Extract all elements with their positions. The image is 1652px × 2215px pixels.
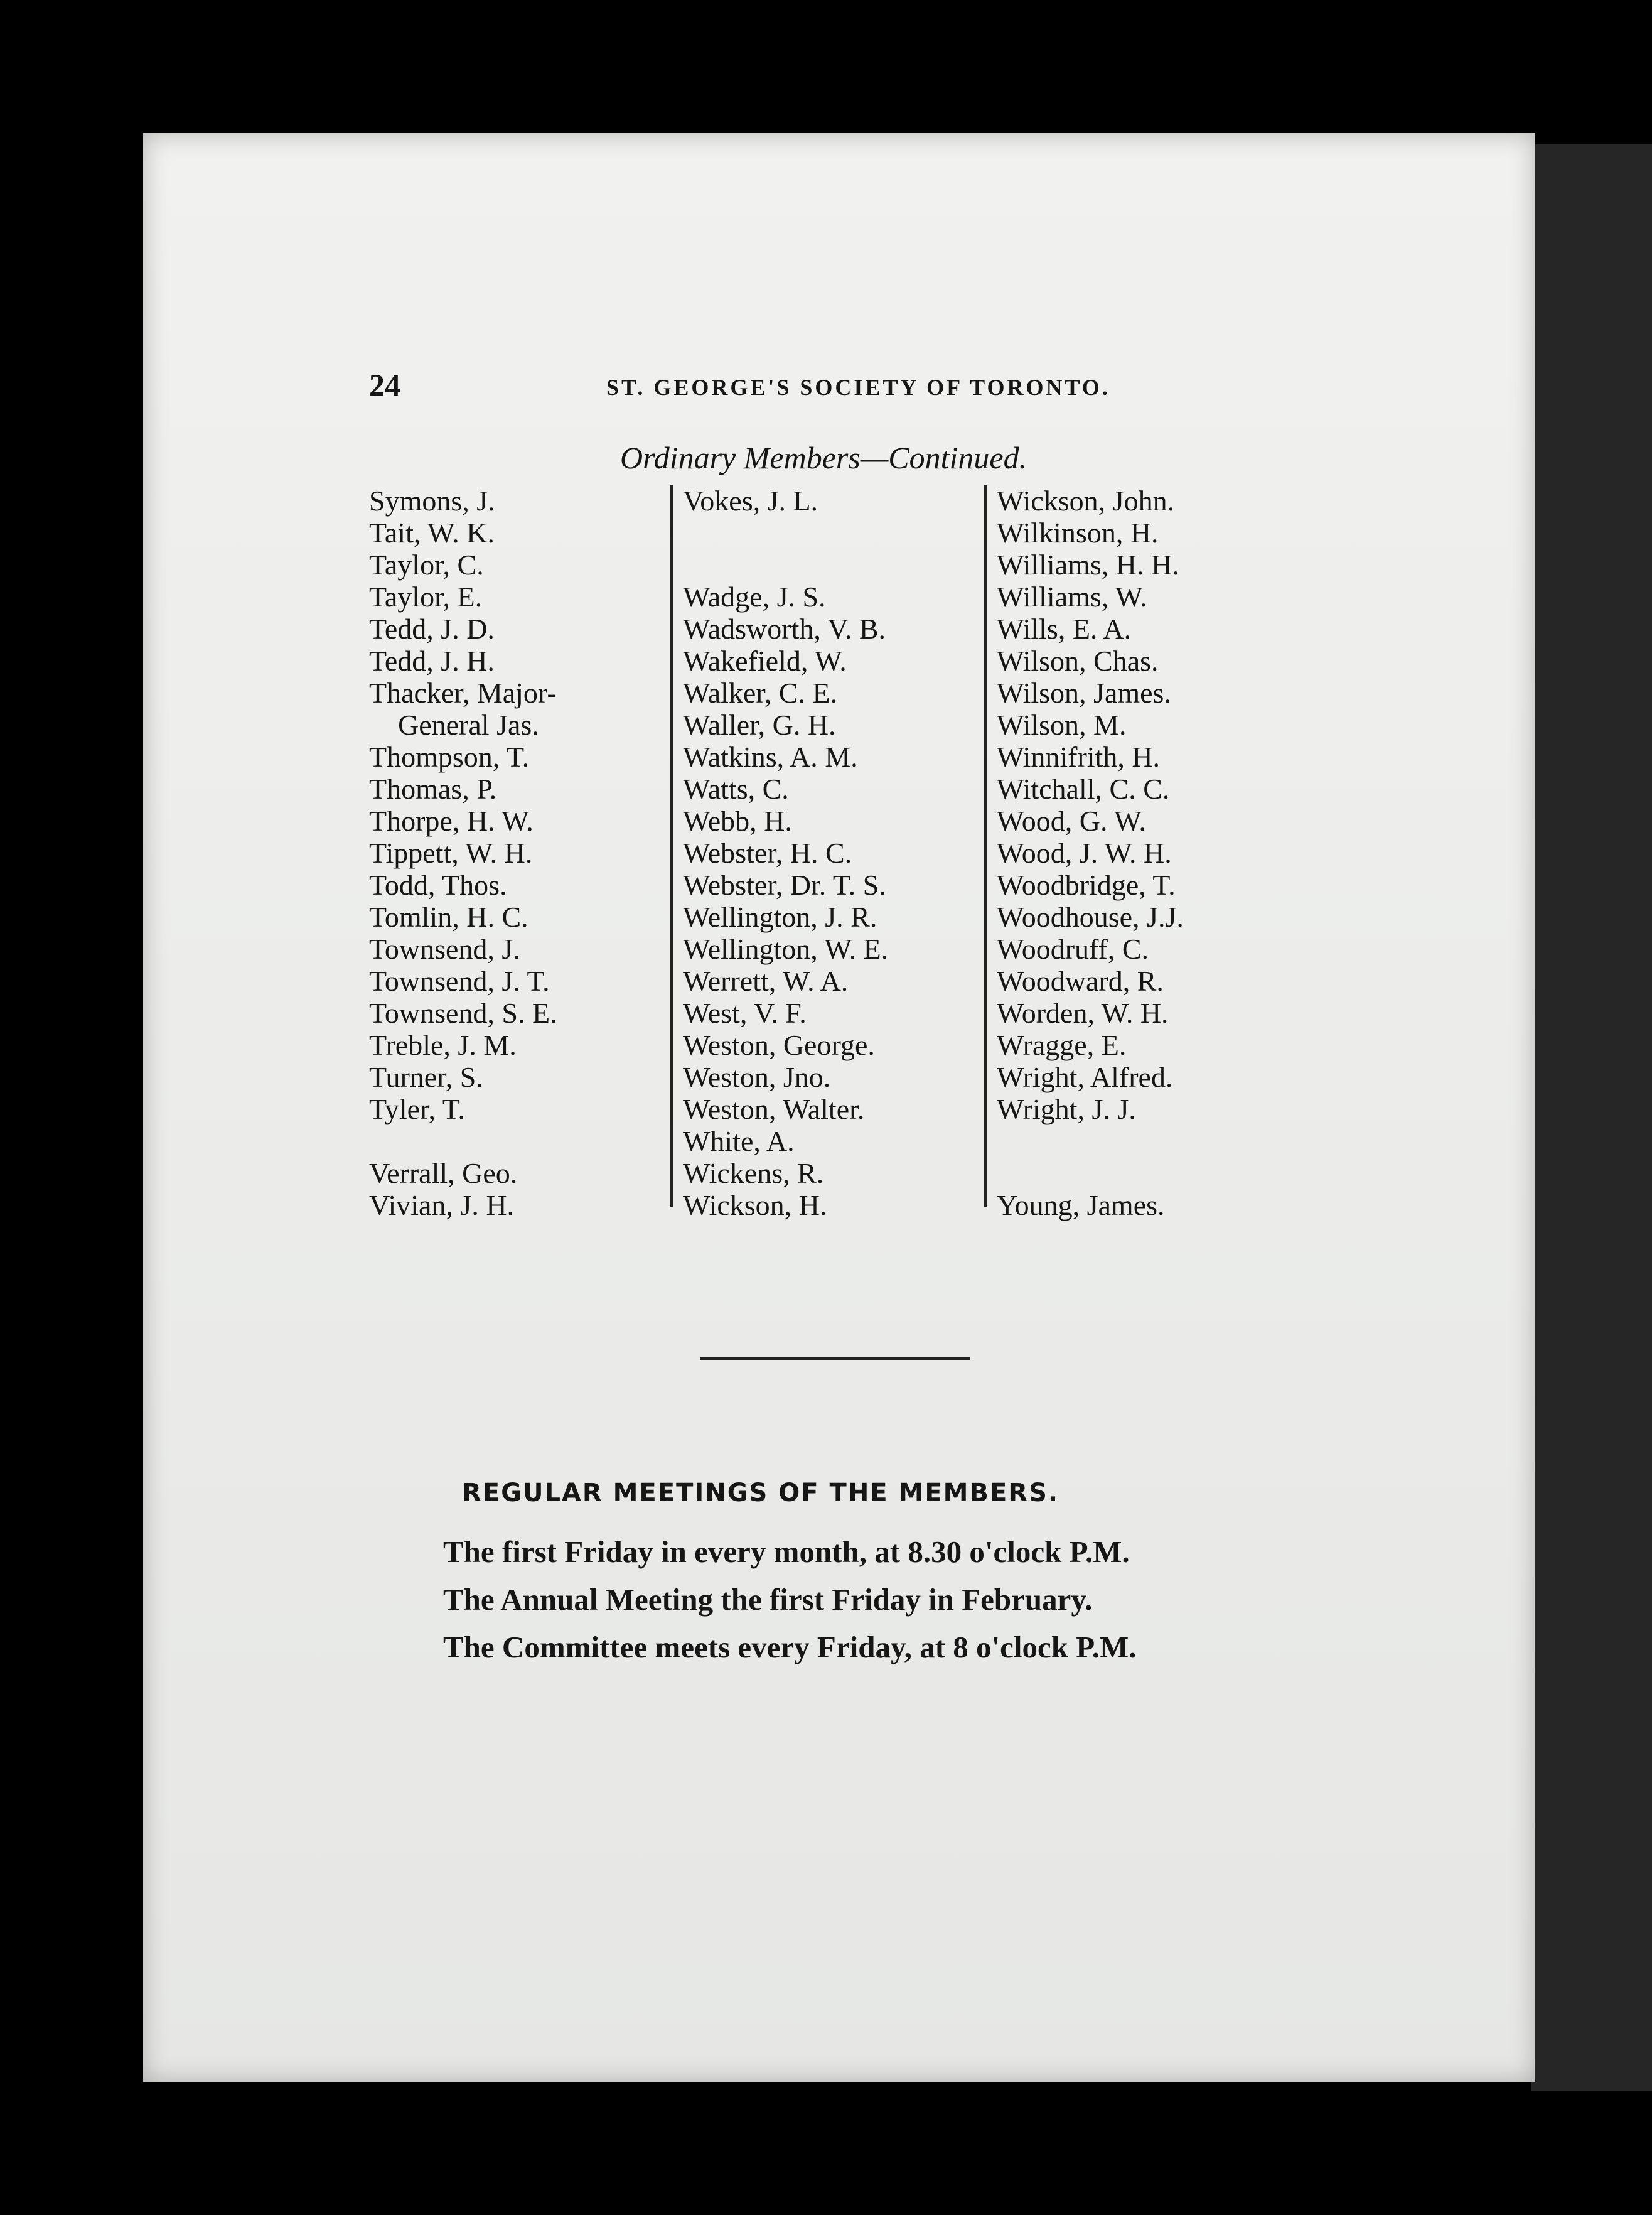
member-entry: Wright, Alfred. bbox=[997, 1061, 1173, 1093]
member-column-3 bbox=[997, 485, 1311, 1221]
member-entry: Witchall, C. C. bbox=[997, 773, 1170, 805]
member-entry: Wilson, James. bbox=[997, 677, 1171, 709]
page-number: 24 bbox=[369, 367, 400, 402]
member-entry: Watkins, A. M. bbox=[683, 741, 858, 773]
member-entry: West, V. F. bbox=[683, 997, 807, 1029]
meetings-heading: REGULAR MEETINGS OF THE MEMBERS. bbox=[462, 1479, 1059, 1507]
member-entry: Wright, J. J. bbox=[997, 1093, 1136, 1125]
member-entry: Tyler, T. bbox=[369, 1093, 465, 1125]
document-page bbox=[143, 133, 1535, 2082]
meeting-line: The Committee meets every Friday, at 8 o'clock P.M. bbox=[443, 1630, 1137, 1664]
member-entry: Wellington, J. R. bbox=[683, 901, 877, 933]
member-entry: Wakefield, W. bbox=[683, 645, 847, 677]
member-entry: Wadsworth, V. B. bbox=[683, 613, 886, 645]
member-entry: Wilson, Chas. bbox=[997, 645, 1159, 677]
member-entry: Williams, H. H. bbox=[997, 549, 1179, 581]
member-entry: Townsend, J. T. bbox=[369, 965, 550, 997]
member-entry: Wickson, H. bbox=[683, 1189, 827, 1221]
member-entry: Taylor, C. bbox=[369, 549, 484, 581]
member-entry: Weston, Jno. bbox=[683, 1061, 831, 1093]
section-heading: Ordinary Members—Continued. bbox=[620, 440, 1027, 475]
member-entry-blank bbox=[997, 1125, 1311, 1157]
member-entry: Webster, Dr. T. S. bbox=[683, 869, 886, 901]
member-entry: Wood, J. W. H. bbox=[997, 837, 1172, 869]
member-entry: Webb, H. bbox=[683, 805, 792, 837]
member-entry: Vokes, J. L. bbox=[683, 485, 818, 517]
member-entry: Walker, C. E. bbox=[683, 677, 838, 709]
meeting-line: The Annual Meeting the first Friday in February. bbox=[443, 1582, 1093, 1617]
member-entry: Verrall, Geo. bbox=[369, 1157, 518, 1189]
member-entry-blank bbox=[369, 1125, 658, 1157]
member-entry-continuation: General Jas. bbox=[398, 709, 539, 741]
meeting-line: The first Friday in every month, at 8.30 o'clock P.M. bbox=[443, 1534, 1130, 1569]
member-entry: Wadge, J. S. bbox=[683, 581, 826, 613]
member-column-2 bbox=[683, 485, 972, 1221]
member-entry: Webster, H. C. bbox=[683, 837, 852, 869]
member-entry: Wilson, M. bbox=[997, 709, 1127, 741]
member-entry: Treble, J. M. bbox=[369, 1029, 517, 1061]
member-entry: Wills, E. A. bbox=[997, 613, 1132, 645]
member-entry: Young, James. bbox=[997, 1189, 1165, 1221]
meetings-list bbox=[443, 1528, 1136, 1671]
member-entry: Thorpe, H. W. bbox=[369, 805, 534, 837]
member-entry: Tait, W. K. bbox=[369, 517, 495, 549]
member-entry: Weston, George. bbox=[683, 1029, 875, 1061]
backing-board bbox=[1531, 144, 1652, 2091]
member-entry: Thompson, T. bbox=[369, 741, 530, 773]
member-entry: Tomlin, H. C. bbox=[369, 901, 528, 933]
member-entry: Williams, W. bbox=[997, 581, 1147, 613]
column-rule bbox=[984, 485, 987, 1207]
member-entry: Worden, W. H. bbox=[997, 997, 1169, 1029]
member-entry: Wilkinson, H. bbox=[997, 517, 1159, 549]
member-entry: Woodruff, C. bbox=[997, 933, 1149, 965]
member-entry: Thomas, P. bbox=[369, 773, 497, 805]
member-entry: Tedd, J. D. bbox=[369, 613, 495, 645]
member-entry: Wickens, R. bbox=[683, 1157, 824, 1189]
member-column-1 bbox=[369, 485, 658, 1221]
member-entry: Wragge, E. bbox=[997, 1029, 1127, 1061]
member-entry: Wellington, W. E. bbox=[683, 933, 889, 965]
member-entry: Todd, Thos. bbox=[369, 869, 507, 901]
member-entry: Woodward, R. bbox=[997, 965, 1164, 997]
member-entry: Woodhouse, J.J. bbox=[997, 901, 1184, 933]
member-entry: Thacker, Major- bbox=[369, 677, 557, 709]
column-rule bbox=[670, 485, 673, 1207]
member-entry: Woodbridge, T. bbox=[997, 869, 1176, 901]
member-entry: Taylor, E. bbox=[369, 581, 483, 613]
member-entry-blank bbox=[683, 517, 972, 549]
member-entry: Werrett, W. A. bbox=[683, 965, 849, 997]
member-entry: Vivian, J. H. bbox=[369, 1189, 515, 1221]
member-entry: Symons, J. bbox=[369, 485, 495, 517]
member-entry: Waller, G. H. bbox=[683, 709, 836, 741]
member-entry-blank bbox=[997, 1157, 1311, 1189]
section-divider bbox=[700, 1357, 970, 1360]
member-entry: Townsend, J. bbox=[369, 933, 520, 965]
member-entry: Weston, Walter. bbox=[683, 1093, 865, 1125]
member-entry: Watts, C. bbox=[683, 773, 789, 805]
member-entry: Wickson, John. bbox=[997, 485, 1175, 517]
member-entry: Winnifrith, H. bbox=[997, 741, 1161, 773]
running-title: ST. GEORGE'S SOCIETY OF TORONTO. bbox=[606, 375, 1110, 400]
member-entry: White, A. bbox=[683, 1125, 795, 1157]
member-entry-blank bbox=[683, 549, 972, 581]
member-entry: Turner, S. bbox=[369, 1061, 483, 1093]
running-head bbox=[369, 367, 1311, 417]
member-entry: Tippett, W. H. bbox=[369, 837, 533, 869]
member-entry: Townsend, S. E. bbox=[369, 997, 557, 1029]
member-entry: Wood, G. W. bbox=[997, 805, 1146, 837]
member-entry: Tedd, J. H. bbox=[369, 645, 495, 677]
